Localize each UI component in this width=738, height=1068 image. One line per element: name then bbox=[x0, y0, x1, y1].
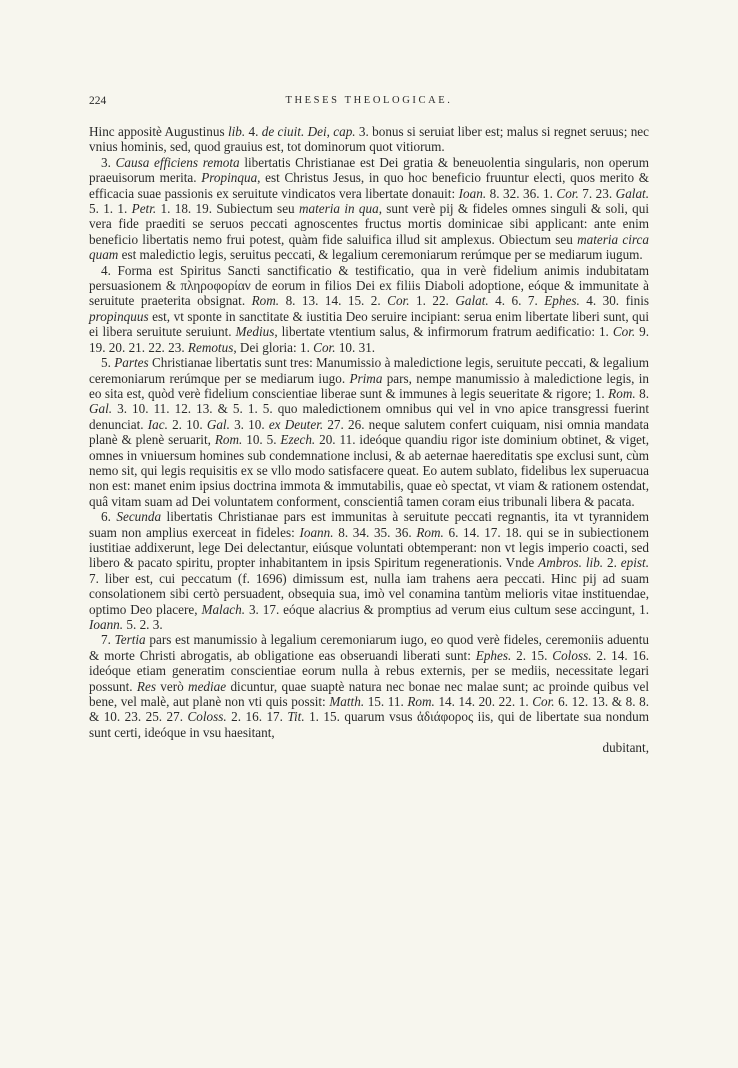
text-run: 2. 16. 17. bbox=[226, 709, 288, 725]
text-run: 2. 15. bbox=[511, 647, 553, 663]
text-run: 1. 22. bbox=[409, 293, 456, 309]
text-run: 8. 32. 36. 1. bbox=[486, 185, 557, 201]
italic-run: mediae bbox=[188, 678, 227, 694]
italic-run: Rom. bbox=[416, 524, 444, 540]
text-run: libertatis Christianae est Dei gratia & beneuolentia singularis, non operum praeuisorum merita. bbox=[89, 154, 650, 186]
text-run: 2. 14. 16. ideóque etiam generatim conscientiae eorum nulla à rebus externis, per se mediis, necessitate legari possunt. bbox=[89, 647, 649, 694]
italic-run: Ambros. lib. bbox=[538, 555, 604, 571]
text-run: 3. 10. 11. 12. 13. & 5. 1. 5. quo maledictionem omnibus qui vel in vno apice transgressi fuerint denunciat. bbox=[89, 401, 649, 432]
text-run: 6. bbox=[101, 509, 117, 525]
italic-run: Secunda bbox=[116, 509, 162, 525]
paragraph-5 bbox=[89, 355, 649, 509]
text-run: 5. 2. 3. bbox=[123, 617, 163, 632]
text-run: 10. 5. bbox=[242, 432, 281, 448]
italic-run: Partes bbox=[114, 355, 149, 371]
italic-run: materia in qua bbox=[298, 201, 379, 217]
italic-run: Res bbox=[136, 678, 156, 694]
text-run: pars, nempe manumissio à maledictione legis, in eo sita est, quòd verè fidelium conscientiae liberae sunt & immunes à legis seueritate & rigore; 1. bbox=[89, 370, 649, 401]
italic-run: propinquus bbox=[89, 308, 149, 324]
text-run: , sunt verè pij & fideles omnes singuli & soli, qui vera fide praediti se seruos peccati agnoscentes fructus mortis dominicae sibi applicant: ante enim beneficio libertatis nemo frui potest, quàm fide saluifica illud sit amplexus. Obiectum seu bbox=[89, 201, 649, 247]
italic-run: Matth. bbox=[329, 694, 365, 710]
text-run: 3. 10. bbox=[229, 416, 269, 432]
text-run: pars est manumissio à legalium ceremoniarum iugo, eo quod verè fideles, ceremoniis aduentu & morte Christi abrogatis, ab obligatione eas obseruandi liberati sunt: bbox=[89, 632, 649, 663]
italic-run: Cor. bbox=[556, 185, 579, 201]
italic-run: Tertia bbox=[114, 632, 146, 648]
text-run: 8. 34. 35. 36. bbox=[333, 524, 417, 540]
italic-run: materia circa quam bbox=[89, 231, 649, 263]
text-run: libertatis Christianae pars est immunitas à seruitute peccati regnantis, ita vt tyrannidem suam non amplius exerceat in fideles: bbox=[89, 509, 650, 540]
text-run: , Dei gloria: 1. bbox=[233, 339, 314, 355]
italic-run: cap. bbox=[333, 124, 356, 139]
italic-run: Coloss. bbox=[187, 709, 227, 725]
italic-run: Cor. bbox=[612, 324, 636, 340]
italic-run: Galat. bbox=[615, 185, 650, 201]
italic-run: Gal. bbox=[89, 401, 113, 417]
text-run: 4. 6. 7. bbox=[488, 293, 545, 309]
italic-run: Petr. bbox=[131, 201, 157, 217]
italic-run: Remotus bbox=[187, 339, 234, 355]
paragraph-3 bbox=[89, 155, 649, 263]
italic-run: Gal. bbox=[206, 416, 230, 432]
paragraph-6 bbox=[89, 509, 649, 632]
italic-run: Cor. bbox=[313, 339, 336, 355]
italic-run: lib. bbox=[227, 124, 246, 139]
text-run: 4. bbox=[245, 124, 262, 139]
text-run: 7. 23. bbox=[578, 185, 616, 201]
text-run: , bbox=[326, 124, 334, 139]
text-run: 2. bbox=[603, 555, 621, 571]
text-run: 20. 11. ideóque quandiu rigor iste dominium obtinet, & viget, omnes in vniuersum homines sub condemnatione inclusi, & ab aeternae haereditatis spe exclusi sunt, cùm nemo sit, qui legis requisitis ex se vllo modo satisfacere queat. Eo autem sublato, fidelibus lex superuacua non est: manet enim ipsius doctrina immota & immutabilis, quae eò spectat, vt viam & rationem ostendat, quâ vitam suam ad Dei voluntatem conforment, conscientiâ tamen coram eius tribunali libera & pacata. bbox=[89, 432, 649, 509]
text-run: 14. 14. 20. 22. 1. bbox=[434, 694, 533, 710]
text-body bbox=[89, 124, 649, 756]
italic-run: Iac. bbox=[147, 416, 168, 432]
text-run: dicuntur, quae suaptè natura nec bonae nec malae sunt; ac proinde quibus vel bene, vel malè, aut planè non vti quis possit: bbox=[89, 678, 649, 710]
text-run: 15. 11. bbox=[364, 694, 408, 710]
italic-run: Ioan. bbox=[458, 185, 487, 201]
paragraph-7 bbox=[89, 632, 649, 740]
italic-run: Tit. bbox=[287, 709, 305, 725]
italic-run: Rom. bbox=[608, 385, 636, 401]
text-run: , est Christus Jesus, in quo hoc beneficio fruuntur electi, quos merito & efficacia suae passionis ex seruitute vindicatos vera libertate donauit: bbox=[89, 170, 649, 201]
paragraph-4 bbox=[89, 263, 649, 355]
text-run: 3. 17. eóque alacrius & promptius ad verum eius cultum sese accingunt, 1. bbox=[245, 601, 649, 617]
italic-run: Malach. bbox=[201, 601, 246, 617]
running-title: THESES THEOLOGICAE. bbox=[285, 95, 453, 106]
running-header bbox=[89, 95, 649, 111]
italic-run: Rom. bbox=[407, 694, 435, 710]
page-number: 224 bbox=[89, 95, 107, 107]
text-run: est maledictio legis, seruitus peccati, & legalium ceremoniarum rerúmque per se mediarum iugum. bbox=[118, 247, 643, 263]
italic-run: Causa efficiens remota bbox=[115, 154, 240, 170]
italic-run: Rom. bbox=[251, 293, 280, 309]
italic-run: Ephes. bbox=[544, 293, 580, 309]
text-run: 5. bbox=[101, 355, 115, 371]
italic-run: de ciuit. Dei bbox=[261, 124, 327, 139]
italic-run: Cor. bbox=[387, 293, 410, 309]
italic-run: ex Deuter. bbox=[268, 416, 324, 432]
text-run: 5. 1. 1. bbox=[89, 201, 132, 217]
text-run: 1. 18. 19. Subiectum seu bbox=[156, 201, 299, 217]
text-run: 3. bonus si seruiat liber est; malus si regnet seruus; nec vnius hominis, sed, quod grauius est, tot dominorum quot vitiorum. bbox=[89, 124, 649, 155]
text-run: 6. 14. 17. 18. qui se in subiectionem iustitiae addixerunt, lege Dei delectantur, eiúsque voluntati obtemperant: non vt legis imperio coacti, sed libero & pacato spiritu, propter inhabitantem in ipsis Spiritum regenerationis. Vnde bbox=[89, 524, 650, 571]
italic-run: Ioann. bbox=[299, 524, 334, 540]
text-run: 7. liber est, cui peccatum (f. 1696) dimissum est, nulla iam trahens aera peccati. Hinc pij ad suam consolationem sibi certò persuadent, obsequia sua, imò vel conamina tantùm melioris vitae instituendae, optimo Deo placere, bbox=[89, 570, 649, 617]
text-run: 8. bbox=[635, 385, 649, 401]
italic-run: Cor. bbox=[532, 694, 555, 710]
italic-run: Ioann. bbox=[89, 617, 124, 632]
text-run: 4. 30. finis bbox=[579, 293, 650, 309]
text-run: 9. 19. 20. 21. 22. 23. bbox=[89, 324, 650, 355]
text-run: 4. Forma est Spiritus Sancti sanctificatio & testificatio, qua in verè fidelium animis indubitatam persuasionem & πληροφορίαν de eorum in filios Dei ex filiis Diaboli adoptione, eóque & immunitate à seruitute praeterita obsignat. bbox=[89, 262, 649, 309]
text-run: 6. 12. 13. & 8. 8. & 10. 23. 25. 27. bbox=[89, 694, 649, 725]
italic-run: Prima bbox=[349, 370, 383, 386]
text-run: 3. bbox=[101, 154, 116, 170]
italic-run: Galat. bbox=[455, 293, 489, 309]
text-run: 10. 31. bbox=[335, 339, 376, 355]
italic-run: Ezech. bbox=[280, 432, 316, 448]
text-run: , libertate vtentium salus, & infirmorum fratrum aedificatio: 1. bbox=[274, 324, 613, 340]
text-run: 8. 13. 14. 15. 2. bbox=[279, 293, 388, 309]
catchword: dubitant, bbox=[602, 740, 649, 756]
italic-run: epist. bbox=[620, 555, 649, 571]
text-run: Hinc appositè Augustinus bbox=[89, 124, 228, 139]
italic-run: Rom. bbox=[214, 432, 243, 448]
italic-run: Coloss. bbox=[552, 647, 592, 663]
text-run: 2. 10. bbox=[167, 416, 207, 432]
text-run: Christianae libertatis sunt tres: Manumissio à maledictione legis, seruitute peccati, & legalium ceremoniarum rerúmque per se mediarum iugo. bbox=[89, 355, 649, 386]
text-run: verò bbox=[155, 678, 189, 694]
italic-run: Medius bbox=[235, 324, 275, 340]
text-run: 7. bbox=[101, 632, 115, 648]
paragraph-intro bbox=[89, 124, 649, 155]
text-run: 27. 26. neque salutem confert cuiquam, nisi omnia mandata planè & plenè seruarit, bbox=[89, 416, 649, 448]
italic-run: Ephes. bbox=[475, 647, 512, 663]
text-run: 1. 15. quarum vsus ἀδιάφορος iis, qui de libertate sua nondum sunt certi, ideóque in vsu haesitant, bbox=[89, 709, 649, 740]
italic-run: Propinqua bbox=[201, 170, 258, 186]
text-run: est, vt sponte in sanctitate & iustitia Deo seruire incipiant: serua enim libertate liberi sunt, qui ei libera seruitute seruiunt. bbox=[89, 308, 649, 340]
